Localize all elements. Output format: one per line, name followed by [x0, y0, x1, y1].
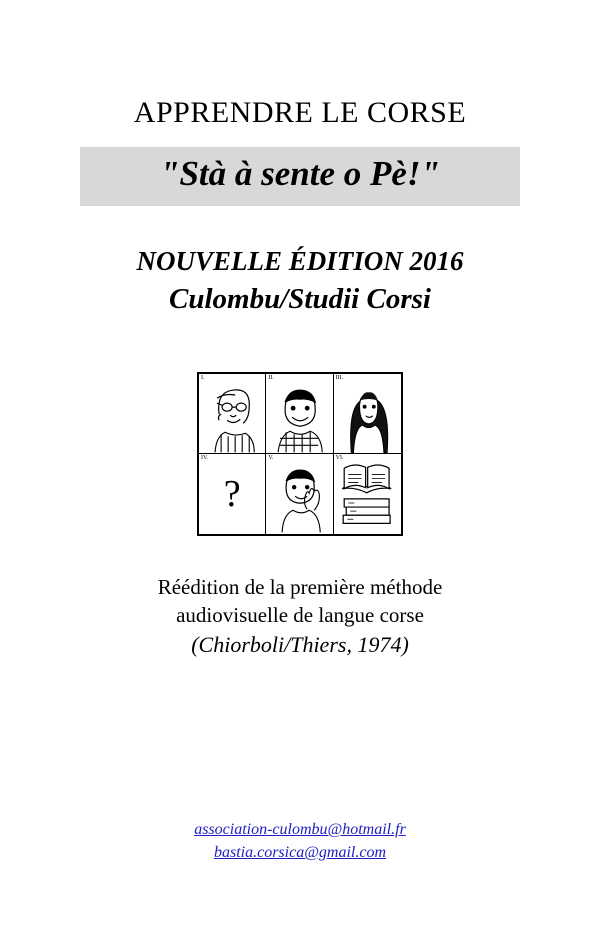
caption-line-2: audiovisuelle de langue corse: [176, 602, 424, 627]
email-bastia-corsica[interactable]: bastia.corsica@gmail.com: [213, 844, 387, 862]
smiling-boy-icon: [266, 374, 332, 452]
edition-line: NOUVELLE ÉDITION 2016: [136, 245, 464, 276]
contact-block: [0, 818, 600, 864]
caption: [0, 574, 600, 658]
woman-long-hair-icon: [334, 374, 401, 454]
comic-panel-6: [334, 454, 401, 534]
panel-number: III.: [335, 375, 344, 382]
panel-number: VI.: [335, 455, 344, 462]
panel-number: I.: [201, 375, 205, 382]
illustration: [0, 372, 600, 536]
page-title: APPRENDRE LE CORSE: [133, 96, 467, 129]
comic-panel-2: [266, 374, 333, 454]
boy-hand-raised-icon: [266, 454, 332, 532]
caption-line-1: Réédition de la première méthode: [157, 575, 443, 600]
publisher-line: Culombu/Studii Corsi: [169, 282, 431, 315]
email-association-culombu[interactable]: association-culombu@hotmail.fr: [194, 821, 406, 838]
books-icon: [334, 454, 401, 534]
comic-panel-5: [266, 454, 333, 534]
comic-panel-1: [199, 374, 266, 454]
comic-panel-4: [199, 454, 266, 534]
panel-number: V.: [268, 455, 274, 462]
email-link-1[interactable]: [0, 818, 600, 841]
document-page: [0, 96, 600, 944]
caption-line-3: (Chiorboli/Thiers, 1974): [191, 631, 409, 657]
question-mark: ?: [223, 473, 241, 516]
title-banner: "Stà à sente o Pè!": [80, 147, 520, 206]
comic-panel-3: [334, 374, 401, 454]
comic-strip-six-panels: [197, 372, 403, 536]
panel-number: II.: [268, 375, 274, 382]
email-link-2[interactable]: [0, 841, 600, 864]
man-with-glasses-icon: [199, 374, 265, 452]
panel-number: IV.: [201, 455, 209, 462]
